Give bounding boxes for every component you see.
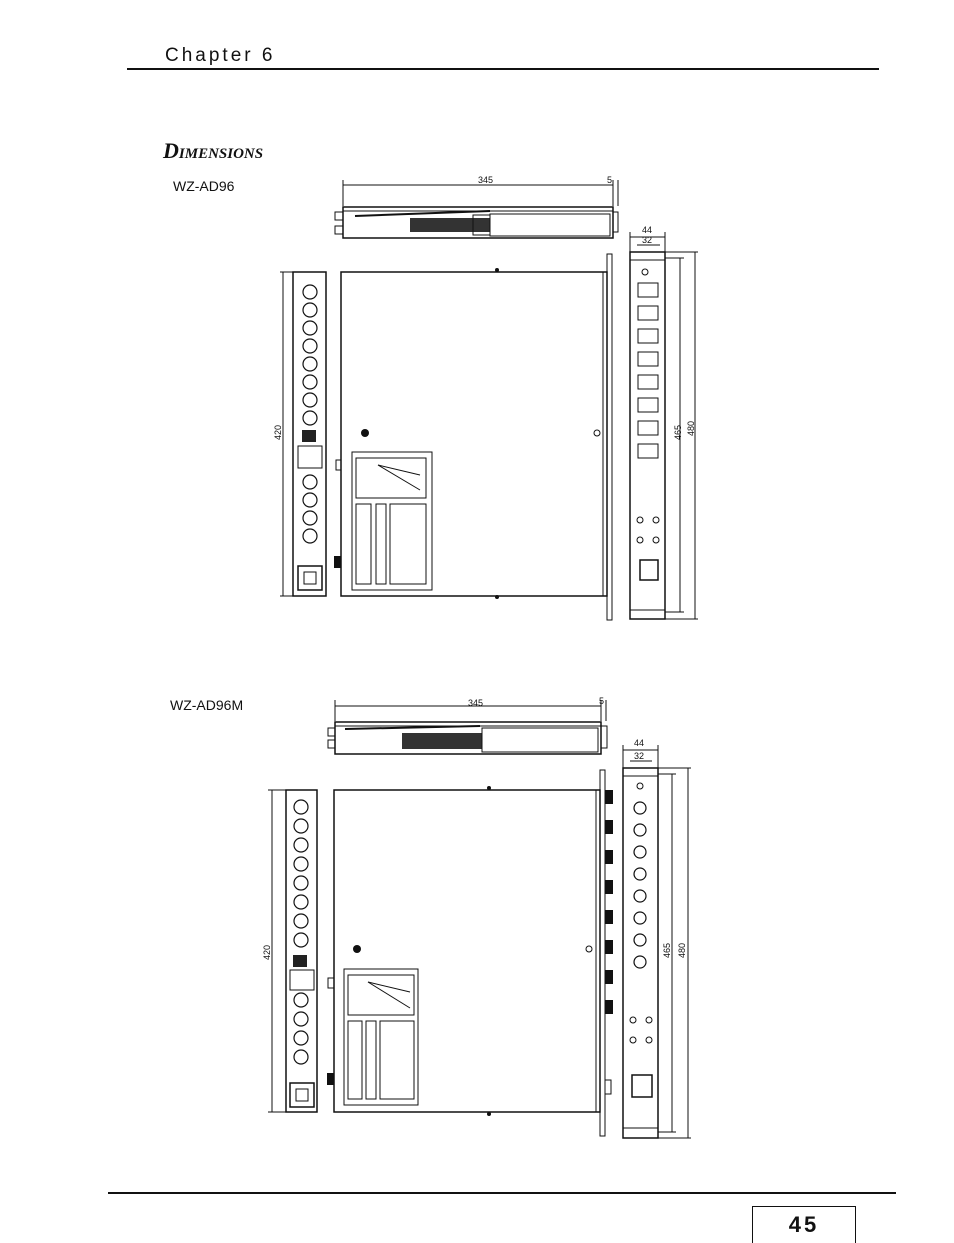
ad96m-body-width-label: 420: [262, 944, 272, 960]
ad96-handle-label: 5: [607, 175, 613, 185]
model-label-wz-ad96: WZ-AD96: [173, 178, 235, 194]
ad96m-rear-view: [268, 790, 317, 1112]
ad96m-handle-label: 5: [599, 696, 605, 706]
ad96-body-width-label: 420: [273, 424, 283, 440]
ad96m-height-label: 44: [634, 738, 645, 748]
ad96-side-view: [334, 254, 612, 620]
footer-rule: [108, 1192, 896, 1194]
page-number: 45: [788, 1212, 820, 1237]
ad96-rear-view: [280, 272, 326, 596]
section-title-rest: IMENSIONS: [178, 146, 264, 162]
ad96-rack-width-label: 465: [673, 424, 683, 440]
ad96-total-width-label: 480: [686, 420, 696, 436]
ad96-top-view: [335, 180, 618, 238]
ad96-drawing: [280, 180, 698, 620]
ad96-height-label: 44: [642, 225, 653, 235]
ad96m-front-view: [623, 745, 691, 1138]
section-title-initial: D: [163, 138, 179, 163]
model-label-wz-ad96m: WZ-AD96M: [170, 697, 244, 713]
ad96m-top-view: [328, 700, 607, 754]
ad96m-height-inner-label: 32: [634, 751, 645, 761]
ad96m-rack-width-label: 465: [662, 942, 672, 958]
ad96m-drawing: [268, 700, 691, 1138]
chapter-heading: Chapter 6: [165, 45, 276, 66]
ad96m-depth-label: 345: [468, 698, 484, 708]
ad96-height-inner-label: 32: [642, 235, 653, 245]
ad96-depth-label: 345: [478, 175, 494, 185]
ad96m-total-width-label: 480: [677, 942, 687, 958]
ad96m-side-view: [327, 770, 613, 1136]
